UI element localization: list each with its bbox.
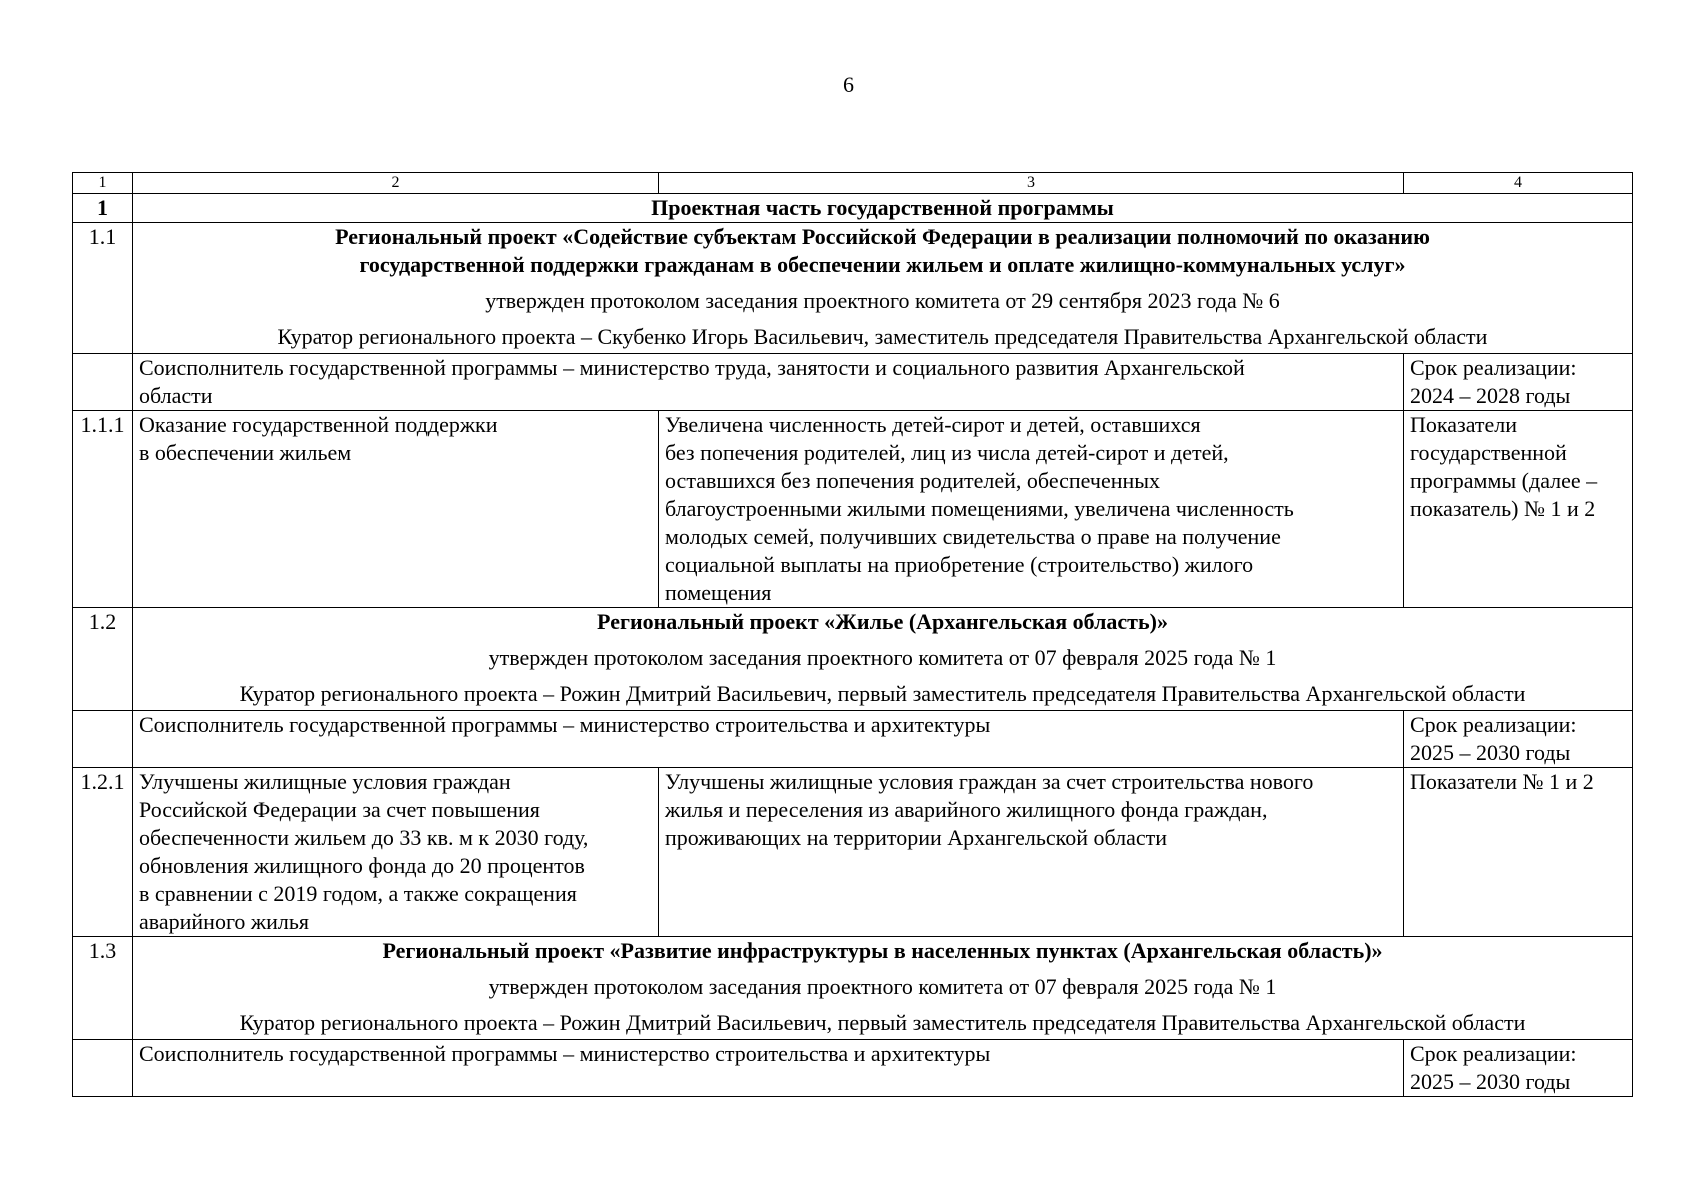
project-approval: утвержден протоколом заседания проектного комитета от 07 февраля 2025 года № 1 [488, 974, 1277, 999]
task-effect: Увеличена численность детей-сирот и детей, оставшихся без попечения родителей, лиц из числа детей-сирот и детей, оставшихся без попечения родителей, обеспеченных благоустроенными жилыми помещениями, увеличена численность молодых семей, получивших свидетельства о праве на получение социальной выплаты на приобретение (строительство) жилого помещения [659, 411, 1404, 608]
project-header [133, 223, 1633, 354]
task-row [73, 411, 1633, 608]
program-table [72, 172, 1633, 1097]
task-number: 1.2.1 [73, 768, 133, 937]
coexecutor: Соисполнитель государственной программы – министерство труда, занятости и социального развития Архангельской области [133, 354, 1404, 411]
project-number: 1.3 [73, 937, 133, 1040]
column-number: 2 [133, 173, 659, 194]
task-name: Улучшены жилищные условия граждан Российской Федерации за счет повышения обеспеченности жильем до 33 кв. м к 2030 году, обновления жилищного фонда до 20 процентов в сравнении с 2019 годом, а также сокращения аварийного жилья [133, 768, 659, 937]
empty-cell [73, 1040, 133, 1097]
column-number-row [73, 173, 1633, 194]
project-row [73, 608, 1633, 711]
project-row [73, 223, 1633, 354]
project-header [133, 937, 1633, 1040]
page-number: 6 [843, 72, 854, 97]
coexecutor: Соисполнитель государственной программы – министерство строительства и архитектуры [133, 1040, 1404, 1097]
coexecutor-row [73, 354, 1633, 411]
task-indicators: Показатели № 1 и 2 [1404, 768, 1633, 937]
project-title-line: Региональный проект «Жилье (Архангельская область)» [597, 609, 1168, 634]
project-row [73, 937, 1633, 1040]
section-title: Проектная часть государственной программы [133, 194, 1633, 223]
task-number: 1.1.1 [73, 411, 133, 608]
column-number: 1 [73, 173, 133, 194]
column-number: 4 [1404, 173, 1633, 194]
project-number: 1.1 [73, 223, 133, 354]
empty-cell [73, 711, 133, 768]
column-number: 3 [659, 173, 1404, 194]
project-number: 1.2 [73, 608, 133, 711]
implementation-term: Срок реализации: 2024 – 2028 годы [1404, 354, 1633, 411]
project-approval: утвержден протоколом заседания проектного комитета от 07 февраля 2025 года № 1 [488, 645, 1277, 670]
implementation-term: Срок реализации: 2025 – 2030 годы [1404, 711, 1633, 768]
project-curator: Куратор регионального проекта – Скубенко Игорь Васильевич, заместитель председателя Правительства Архангельской области [277, 324, 1488, 349]
implementation-term: Срок реализации: 2025 – 2030 годы [1404, 1040, 1633, 1097]
project-title-line: Региональный проект «Развитие инфраструктуры в населенных пунктах (Архангельская область)» [382, 938, 1383, 963]
project-curator: Куратор регионального проекта – Рожин Дмитрий Васильевич, первый заместитель председателя Правительства Архангельской области [239, 681, 1526, 706]
section-number: 1 [73, 194, 133, 223]
task-name: Оказание государственной поддержки в обеспечении жильем [133, 411, 659, 608]
coexecutor-row [73, 1040, 1633, 1097]
task-row [73, 768, 1633, 937]
task-indicators: Показатели государственной программы (далее – показатель) № 1 и 2 [1404, 411, 1633, 608]
empty-cell [73, 354, 133, 411]
coexecutor: Соисполнитель государственной программы – министерство строительства и архитектуры [133, 711, 1404, 768]
project-approval: утвержден протоколом заседания проектного комитета от 29 сентября 2023 года № 6 [485, 288, 1280, 313]
project-title-line: Региональный проект «Содействие субъектам Российской Федерации в реализации полномочий по оказанию [335, 224, 1430, 249]
project-header [133, 608, 1633, 711]
coexecutor-row [73, 711, 1633, 768]
task-effect: Улучшены жилищные условия граждан за счет строительства нового жилья и переселения из аварийного жилищного фонда граждан, проживающих на территории Архангельской области [659, 768, 1404, 937]
project-title-line: государственной поддержки гражданам в обеспечении жильем и оплате жилищно-коммунальных услуг» [359, 252, 1406, 277]
project-curator: Куратор регионального проекта – Рожин Дмитрий Васильевич, первый заместитель председателя Правительства Архангельской области [239, 1010, 1526, 1035]
section-row [73, 194, 1633, 223]
